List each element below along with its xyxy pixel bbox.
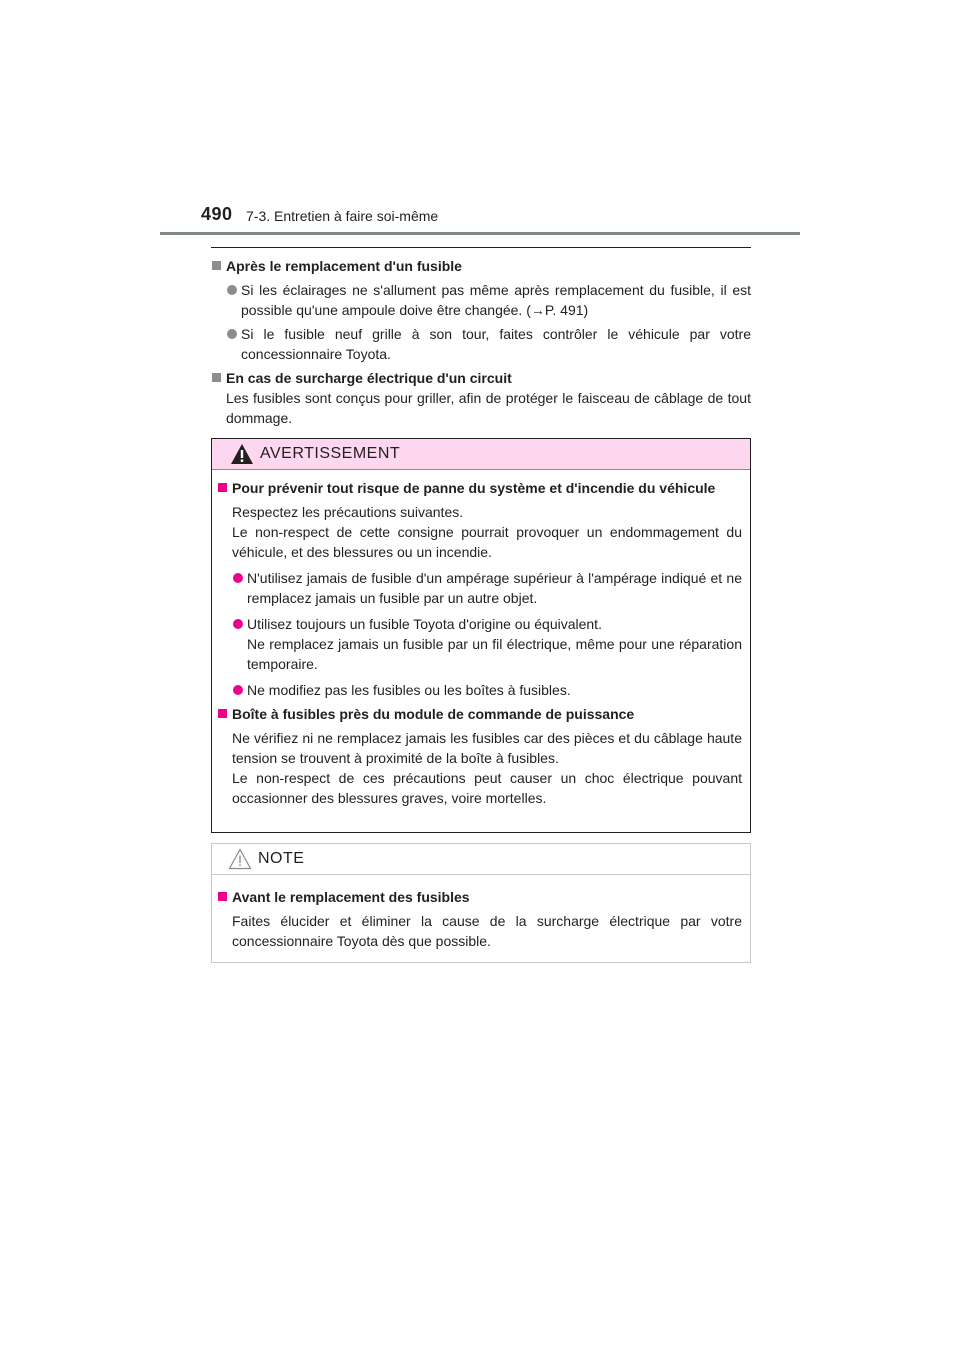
content-top-rule (211, 247, 751, 248)
list-item (211, 280, 751, 320)
section-heading (211, 256, 751, 276)
list-item (211, 324, 751, 364)
list-item-text: Ne remplacez jamais un fusible par un fil électrique, même pour une réparation temporaire. (247, 636, 742, 672)
note-heading (217, 887, 742, 907)
paragraph: Respectez les précautions suivantes. (232, 504, 464, 520)
note-header (212, 844, 750, 875)
heading-text: Boîte à fusibles près du module de commande de puissance (232, 706, 635, 722)
list-item (217, 614, 742, 674)
heading-text: Avant le remplacement des fusibles (232, 889, 470, 905)
note-title: NOTE (258, 850, 305, 867)
list-item-text: Si les éclairages ne s'allument pas même après remplacement du fusible, il est possible qu'une ampoule doive être changée. (→P. 491) (241, 282, 751, 318)
note-body (212, 875, 750, 951)
paragraph: Le non-respect de ces précautions peut causer un choc électrique pouvant occasionner des blessures graves, voire mortelles. (232, 770, 742, 806)
section-title: 7-3. Entretien à faire soi-même (246, 208, 439, 224)
warning-header (212, 439, 750, 470)
square-bullet-icon (218, 483, 227, 492)
square-bullet-icon (212, 261, 221, 270)
circle-bullet-icon (227, 285, 237, 295)
section-heading (211, 368, 751, 388)
list-item-text: N'utilisez jamais de fusible d'un ampérage supérieur à l'ampérage indiqué et ne remplacez jamais un fusible par un autre objet. (247, 570, 742, 606)
list-item (217, 680, 742, 700)
square-bullet-icon (212, 373, 221, 382)
list-item-text: Si le fusible neuf grille à son tour, faites contrôler le véhicule par votre concessionnaire Toyota. (241, 326, 751, 362)
circle-bullet-icon (227, 329, 237, 339)
caution-triangle-icon (228, 848, 252, 870)
list-item (217, 568, 742, 608)
list-item-text: Ne modifiez pas les fusibles ou les boîtes à fusibles. (247, 682, 571, 698)
circle-bullet-icon (233, 685, 243, 695)
circle-bullet-icon (233, 573, 243, 583)
note-box (211, 843, 751, 963)
warning-body (212, 470, 750, 808)
warning-triangle-icon (230, 443, 254, 465)
paragraph: Les fusibles sont conçus pour griller, afin de protéger le faisceau de câblage de tout dommage. (226, 390, 751, 426)
list-item-content (247, 614, 742, 674)
warning-heading (217, 704, 742, 724)
square-bullet-icon (218, 709, 227, 718)
list-item-text: Utilisez toujours un fusible Toyota d'origine ou équivalent. (247, 616, 602, 632)
paragraph: Faites élucider et éliminer la cause de la surcharge électrique par votre concessionnaire Toyota dès que possible. (232, 913, 742, 949)
main-content (211, 256, 751, 428)
warning-title: AVERTISSEMENT (260, 445, 401, 462)
heading-text: Pour prévenir tout risque de panne du système et d'incendie du véhicule (232, 480, 716, 496)
heading-text: En cas de surcharge électrique d'un circuit (226, 370, 512, 386)
warning-heading (217, 478, 742, 498)
heading-text: Après le remplacement d'un fusible (226, 258, 462, 274)
warning-box (211, 438, 751, 833)
square-bullet-icon (218, 892, 227, 901)
circle-bullet-icon (233, 619, 243, 629)
paragraph: Ne vérifiez ni ne remplacez jamais les fusibles car des pièces et du câblage haute tension se trouvent à proximité de la boîte à fusibles. (232, 730, 742, 766)
header-rule (160, 232, 800, 235)
page-number: 490 (201, 204, 233, 224)
paragraph: Le non-respect de cette consigne pourrait provoquer un endommagement du véhicule, et des blessures ou un incendie. (232, 524, 742, 560)
